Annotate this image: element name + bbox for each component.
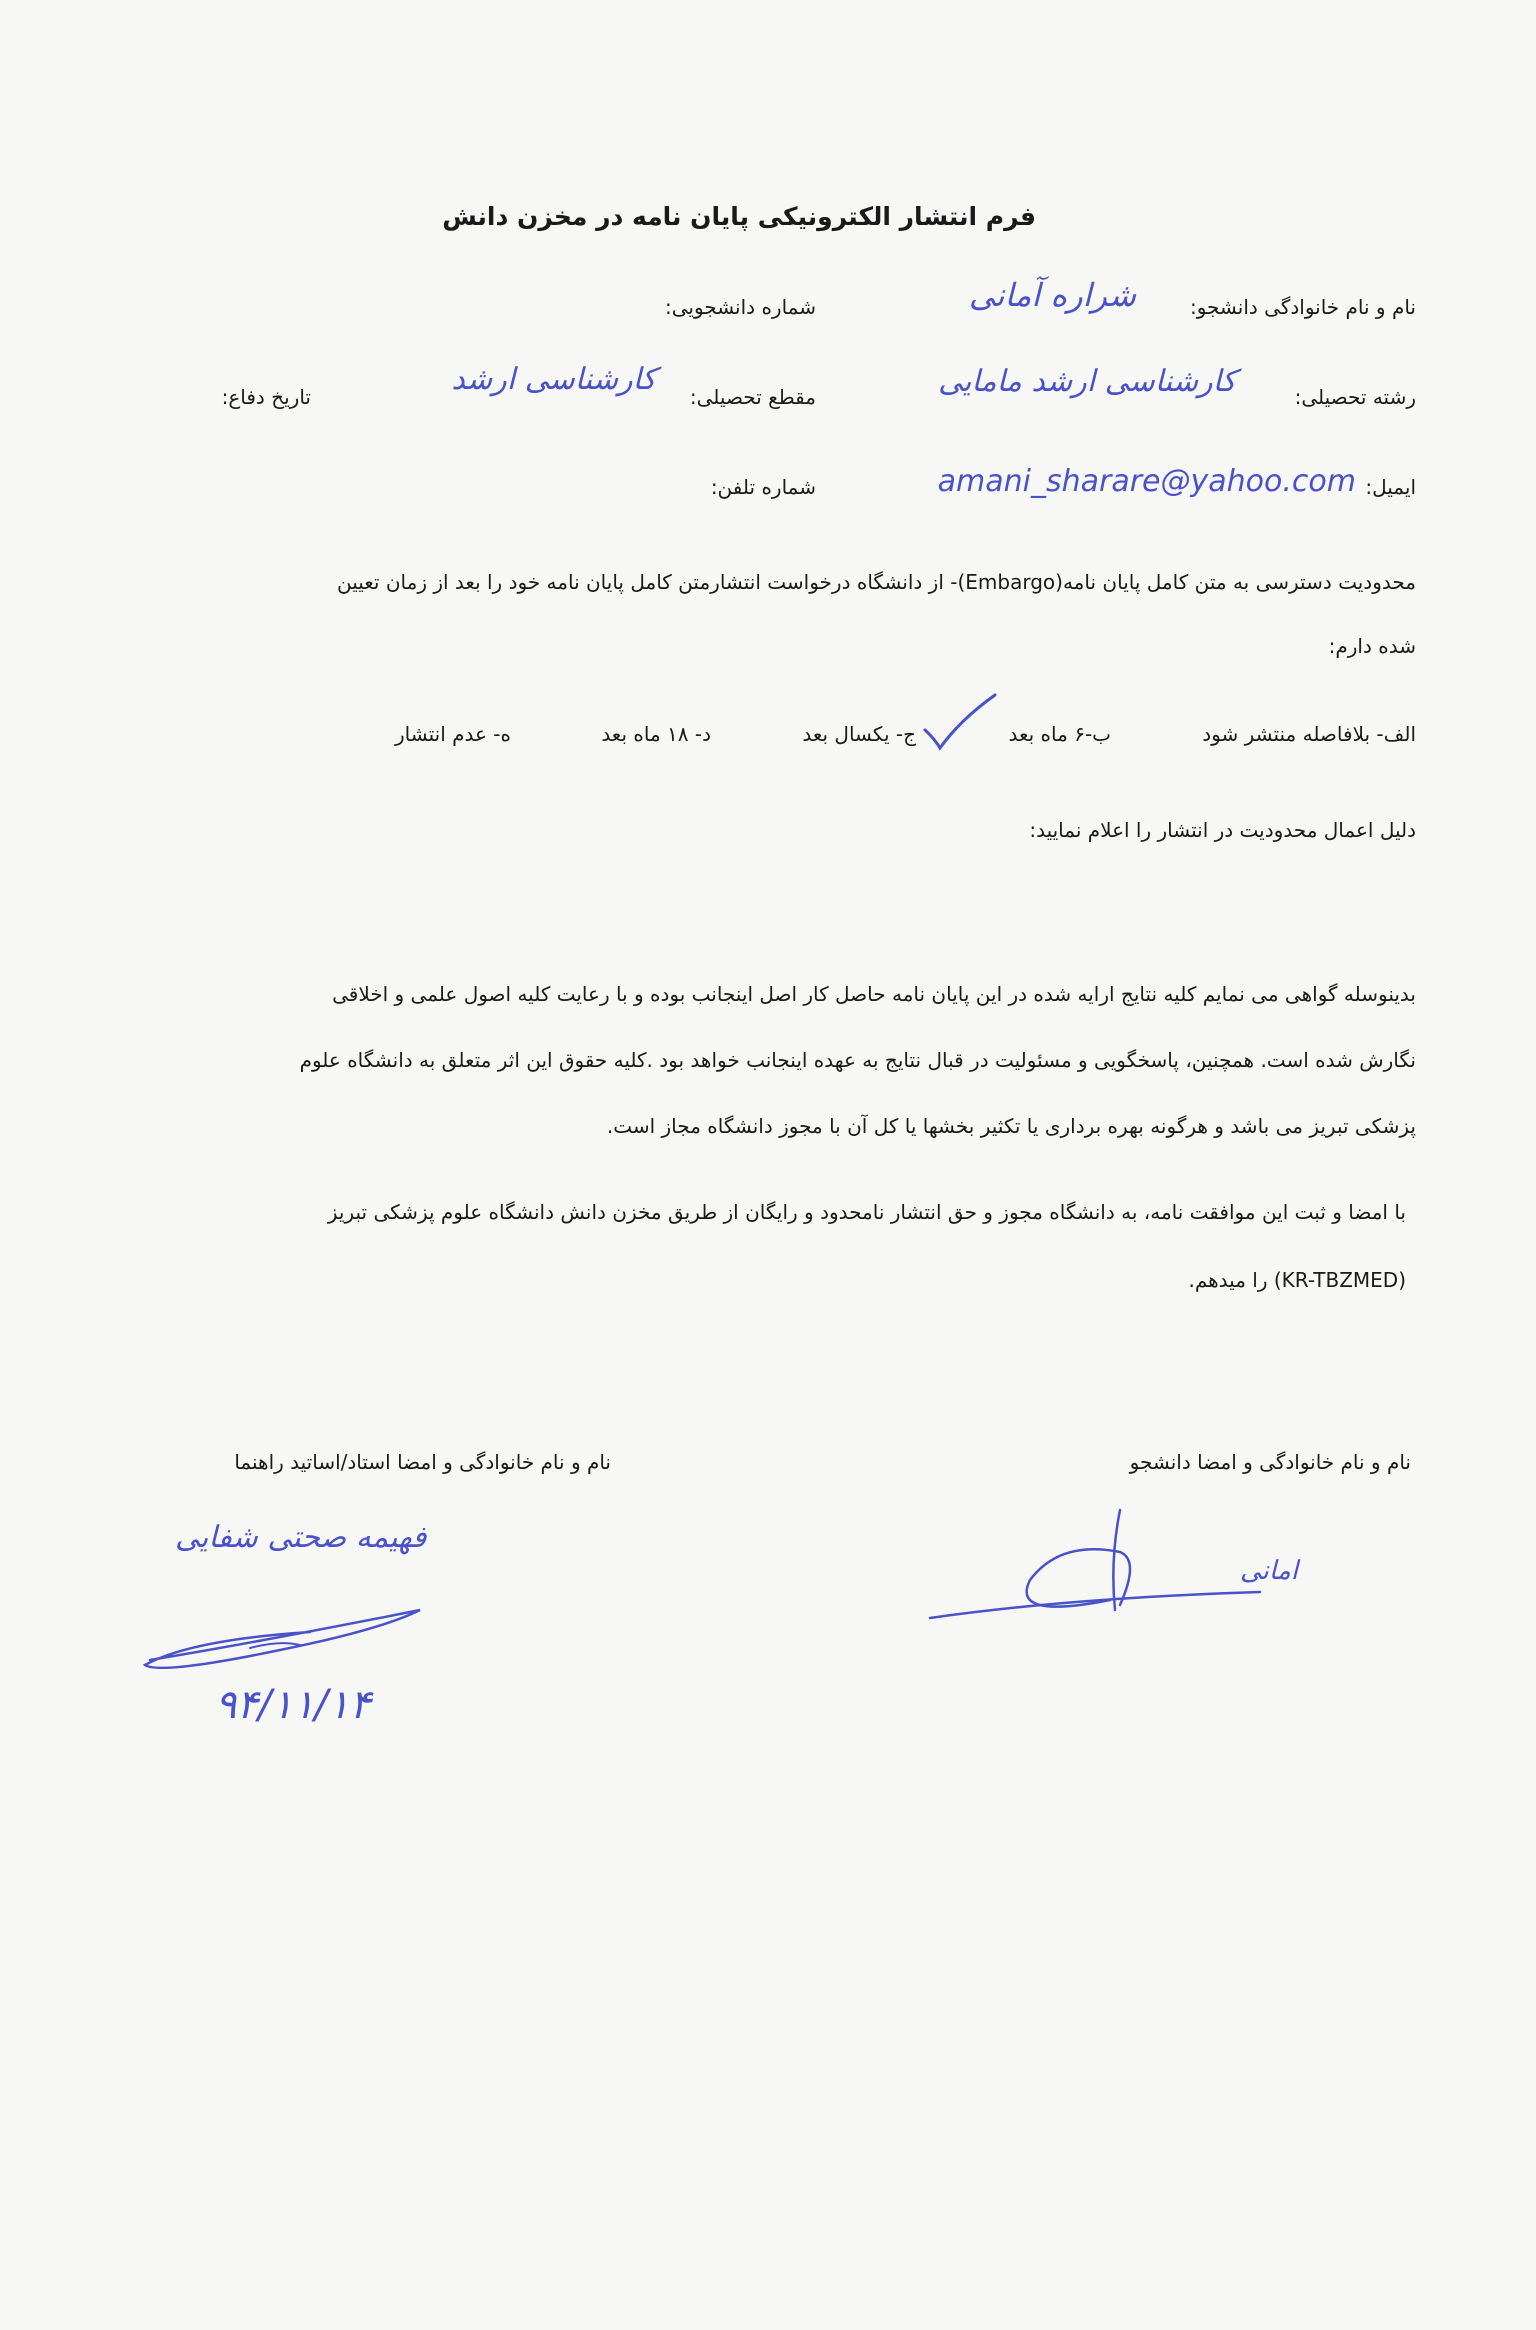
phone-label: شماره تلفن: (710, 475, 816, 499)
checkmark-icon (920, 690, 1000, 760)
student-signature-icon (920, 1500, 1280, 1640)
student-name-label: نام و نام خانوادگی دانشجو: (1189, 295, 1416, 319)
student-number-label: شماره دانشجویی: (665, 295, 816, 319)
advisor-signature-icon (130, 1590, 450, 1690)
embargo-line-1: محدودیت دسترسی به متن کامل پایان نامه(Embargo)- از دانشگاه درخواست انتشارمتن کامل پایان نامه خود را بعد از زمان تعیین (336, 570, 1416, 594)
student-name-handwritten: شراره آمانی (968, 276, 1136, 314)
email-handwritten: amani_sharare@yahoo.com (937, 464, 1356, 499)
embargo-option-1-year[interactable]: ج- یکسال بعد (802, 722, 916, 746)
embargo-line-2: شده دارم: (1328, 634, 1416, 658)
declaration-line-3: پزشکی تبریز می باشد و هرگونه بهره برداری یا تکثیر بخشها یا کل آن با مجوز دانشگاه مجاز است. (606, 1114, 1416, 1138)
embargo-option-6-months[interactable]: ب-۶ ماه بعد (1008, 722, 1111, 746)
declaration-line-1: بدینوسله گواهی می نمایم کلیه نتایج ارایه شده در این پایان نامه حاصل کار اصل اینجانب بوده و با رعایت کلیه اصول علمی و اخلاقی (332, 982, 1416, 1006)
declaration-line-2: نگارش شده است. همچنین، پاسخگویی و مسئولیت در قبال نتایج به عهده اینجانب خواهد بود .کلیه حقوق این اثر متعلق به دانشگاه علوم (299, 1048, 1416, 1072)
student-signature-text: امانی (1240, 1556, 1298, 1586)
embargo-option-no-publish[interactable]: ه- عدم انتشار (395, 722, 511, 746)
major-handwritten: کارشناسی ارشد مامایی (938, 364, 1236, 399)
license-line-1: با امضا و ثبت این موافقت نامه، به دانشگاه مجوز و حق انتشار نامحدود و رایگان از طریق مخزن دانش دانشگاه علوم پزشکی تبریز (327, 1200, 1406, 1224)
degree-label: مقطع تحصیلی: (689, 385, 816, 409)
form-title: فرم انتشار الکترونیکی پایان نامه در مخزن دانش (442, 202, 1036, 231)
student-signature-label: نام و نام خانوادگی و امضا دانشجو (1129, 1450, 1411, 1474)
email-label: ایمیل: (1365, 475, 1416, 499)
defense-date-label: تاریخ دفاع: (221, 385, 311, 409)
restriction-reason-label: دلیل اعمال محدودیت در انتشار را اعلام نمایید: (1029, 818, 1416, 842)
license-line-2: (KR-TBZMED) را میدهم. (1188, 1268, 1406, 1292)
major-label: رشته تحصیلی: (1294, 385, 1416, 409)
embargo-option-18-months[interactable]: د- ۱۸ ماه بعد (601, 722, 711, 746)
advisor-date-handwritten: ۹۴/۱۱/۱۴ (215, 1682, 371, 1728)
degree-handwritten: کارشناسی ارشد (451, 362, 656, 397)
advisor-name-handwritten: فهیمه صحتی شفایی (175, 1520, 427, 1555)
embargo-option-immediate[interactable]: الف- بلافاصله منتشر شود (1202, 722, 1416, 746)
advisor-signature-label: نام و نام خانوادگی و امضا استاد/اساتید راهنما (234, 1450, 611, 1474)
